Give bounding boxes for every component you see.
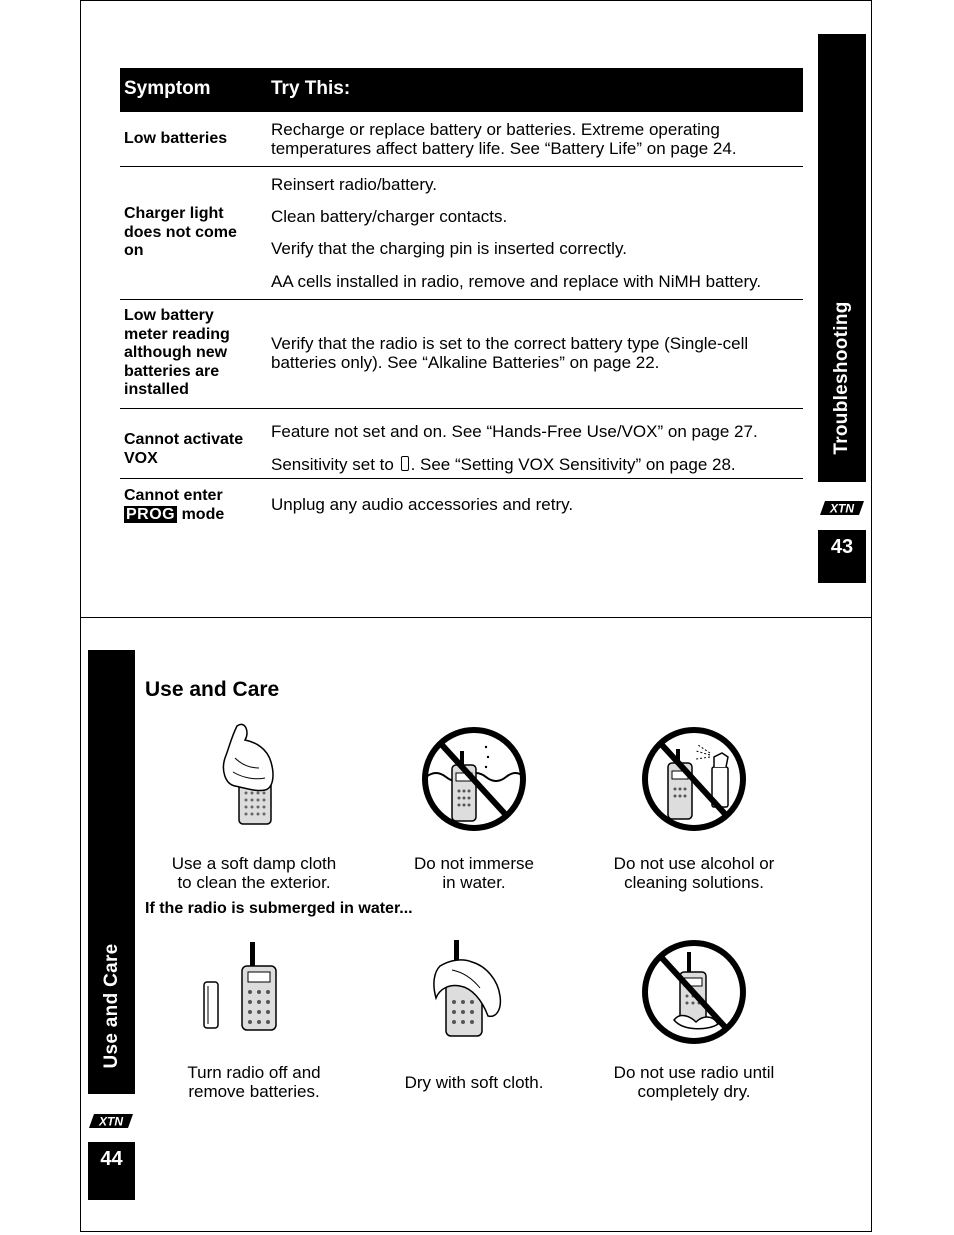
row-fix: Reinsert radio/battery. [271, 175, 437, 194]
fix-text: . See “Setting VOX Sensitivity” on page 28. [410, 455, 736, 474]
row-fix: AA cells installed in radio, remove and replace with NiMH battery. [271, 272, 762, 291]
caption-line: Do not use alcohol or [613, 854, 775, 873]
row-symptom: Low battery meter reading although new batteries are installed [124, 307, 230, 398]
table-row [120, 112, 803, 167]
row-fix: Verify that the charging pin is inserted correctly. [271, 239, 627, 258]
table-row [120, 167, 803, 300]
header-symptom: Symptom [124, 78, 211, 99]
section-heading: Use and Care [145, 678, 280, 701]
row-fix: Clean battery/charger contacts. [271, 207, 508, 226]
caption-line: completely dry. [637, 1082, 751, 1101]
header-try-this: Try This: [271, 78, 351, 99]
svg-text:XTN: XTN [99, 1114, 123, 1129]
row-symptom: Low batteries [124, 130, 228, 147]
row-symptom [124, 487, 259, 524]
caption [579, 854, 809, 892]
section-tab-label: Troubleshooting [831, 301, 852, 455]
table-row [120, 479, 803, 539]
no-use-wet-icon [640, 938, 748, 1051]
troubleshooting-table [120, 68, 803, 539]
caption-line: in water. [442, 873, 506, 892]
no-spray-icon [640, 725, 748, 838]
table-header [120, 68, 803, 112]
caption [359, 1073, 589, 1092]
symptom-text: Cannot enter [124, 487, 223, 504]
caption [579, 1063, 809, 1101]
caption-line: Do not immerse [414, 854, 534, 873]
caption [139, 1063, 369, 1101]
row-fix: Unplug any audio accessories and retry. [271, 495, 574, 514]
xtn-logo-icon [820, 500, 864, 516]
symptom-text: mode [177, 505, 225, 523]
battery-removal-icon [198, 936, 288, 1041]
caption [359, 854, 589, 892]
section-tab-label: Use and Care [101, 943, 122, 1069]
submerged-heading: If the radio is submerged in water... [145, 900, 413, 917]
caption-line: Dry with soft cloth. [404, 1073, 544, 1092]
no-water-icon [420, 725, 528, 838]
svg-text:XTN: XTN [830, 501, 854, 516]
caption-line: Turn radio off and [187, 1063, 321, 1082]
fix-text: Sensitivity set to [271, 455, 399, 474]
table-row [120, 300, 803, 409]
row-symptom: Cannot activate VOX [124, 431, 244, 467]
caption-line: remove batteries. [188, 1082, 320, 1101]
row-fix: Feature not set and on. See “Hands-Free Use/VOX” on page 27. [271, 422, 758, 441]
caption-line: to clean the exterior. [177, 873, 331, 892]
row-fix: Verify that the radio is set to the correct battery type (Single-cell batteries only). See “Alkaline Batteries” on page 22. [271, 334, 749, 372]
page-number: 44 [88, 1142, 135, 1200]
caption-line: Do not use radio until [613, 1063, 775, 1082]
caption [139, 854, 369, 892]
page-number: 43 [818, 530, 866, 583]
page-divider [80, 617, 872, 618]
dry-cloth-icon [432, 936, 512, 1051]
row-symptom: Charger light does not come on [124, 205, 237, 259]
prog-badge: PROG [126, 505, 176, 523]
cloth-radio-icon [215, 718, 285, 833]
caption-line: Use a soft damp cloth [171, 854, 337, 873]
table-row [120, 409, 803, 479]
lcd-zero-icon [401, 456, 409, 471]
caption-line: cleaning solutions. [624, 873, 764, 892]
row-fix: Recharge or replace battery or batteries. Extreme operating temperatures affect battery life. See “Battery Life” on page 24. [271, 120, 737, 158]
xtn-logo-icon [89, 1113, 133, 1129]
row-fix [271, 455, 803, 474]
